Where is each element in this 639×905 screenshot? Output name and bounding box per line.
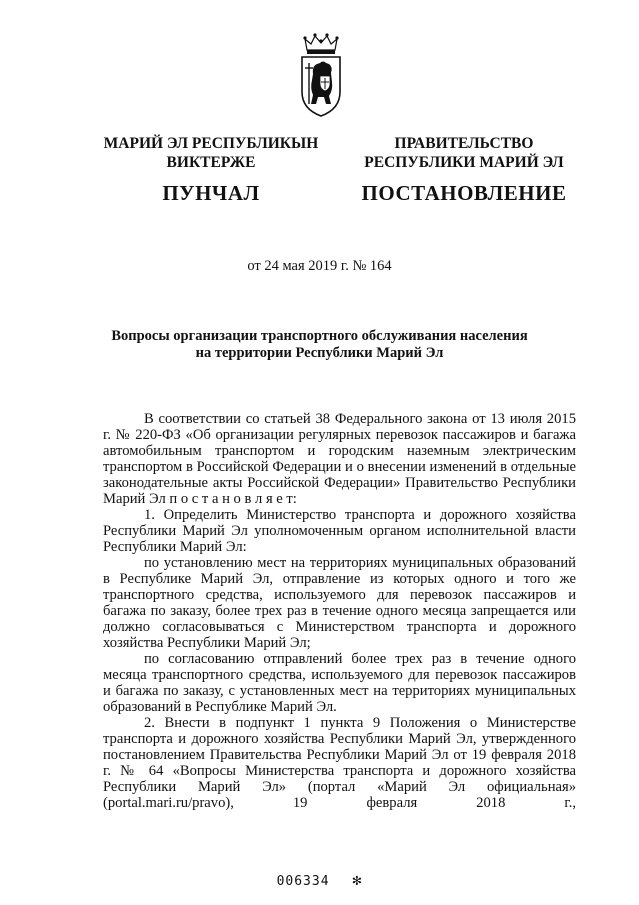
paragraph-preamble: В соответствии со статьей 38 Федерального закона от 13 июля 2015 г. № 220-ФЗ «Об организации регулярных перевозок пассажиров и багажа автомобильным транспортом и городским наземным электрическим транспортом в Российской Федерации и о внесении изменений в отдельные законодательные акты Российской Федерации» Правительство Республики Марий Эл п о с т а н о в л я е т: [103,411,576,507]
paragraph-item-1-subpoint-2: по согласованию отправлений более трех раз в течение одного месяца транспортного средства, используемого для перевозок пассажиров и багажа по заказу, с установленных мест на территориях муниципальных образований в Республике Марий Эл. [103,651,576,715]
header-left-line1: МАРИЙ ЭЛ РЕСПУБЛИКЫН [103,135,319,152]
serial-number-text: 006334 [276,874,330,889]
asterisk-icon: ✻ [352,871,363,889]
header-left-doc-type: ПУНЧАЛ [162,181,260,205]
header-right-doc-type: ПОСТАНОВЛЕНИЕ [361,181,567,205]
header-right [329,134,599,206]
header-right-line1: ПРАВИТЕЛЬСТВО [394,135,534,152]
document-title-line1: Вопросы организации транспортного обслуживания населения [111,328,528,344]
document-body [103,411,576,811]
header-right-line2: РЕСПУБЛИКИ МАРИЙ ЭЛ [364,154,564,171]
document-title-line2: на территории Республики Марий Эл [195,345,444,361]
header-left-line2: ВИКТЕРЖЕ [166,154,256,171]
document-title [0,328,639,362]
coat-of-arms-icon [298,30,344,118]
paragraph-item-2: 2. Внести в подпункт 1 пункта 9 Положения о Министерстве транспорта и дорожного хозяйства Республики Марий Эл, утвержденного постановлением Правительства Республики Марий Эл от 19 февраля 2018 г. № 64 «Вопросы Министерства транспорта и дорожного хозяйства Республики Марий Эл» (портал «Марий Эл официальная» (portal.mari.ru/pravo), 19 февраля 2018 г., [103,715,576,811]
header-left [76,134,346,206]
document-date: от 24 мая 2019 г. № 164 [247,258,392,274]
paragraph-item-1-subpoint-1: по установлению мест на территориях муниципальных образований в Республике Марий Эл, отправление из которых одного и того же транспортного средства, используемого для перевозок пассажиров и багажа по заказу, более трех раз в течение одного месяца запрещается или должно согласовываться с Министерством транспорта и дорожного хозяйства Республики Марий Эл; [103,555,576,651]
paragraph-item-1: 1. Определить Министерство транспорта и дорожного хозяйства Республики Марий Эл уполномоченным органом исполнительной власти Республики Марий Эл: [103,507,576,555]
serial-number [0,871,639,889]
